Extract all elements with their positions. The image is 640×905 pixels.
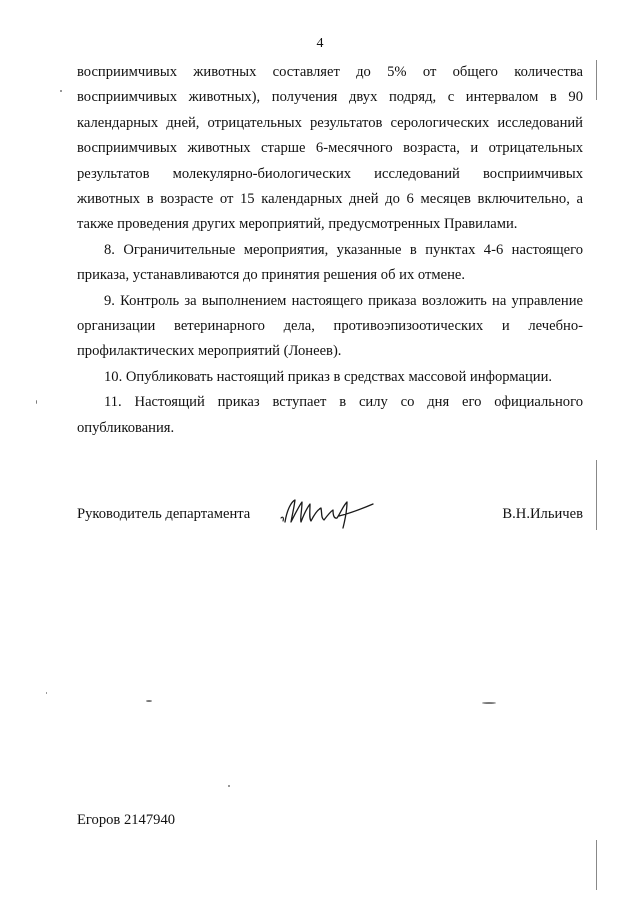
scan-speck [146, 700, 152, 702]
paragraph-item-8: 8. Ограничительные мероприятия, указанные в пунктах 4-6 настоящего приказа, устанавливаются до принятия решения об их отмене. [77, 241, 583, 284]
scan-edge-line [596, 60, 597, 100]
signature-block [77, 500, 583, 540]
signatory-title: Руководитель департамента [77, 506, 251, 522]
paragraph-continuation: восприимчивых животных составляет до 5% от общего количества восприимчивых животных), получения двух подряд, с интервалом в 90 календарных дней, отрицательных результатов серологических исследований восприимчивых животных старше 6-месячного возраста, и отрицательных результатов молекулярно-биологических исследований восприимчивых животных в возрасте от 15 календарных дней до 6 месяцев включительно, а также проведения других мероприятий, предусмотренных Правилами. [77, 64, 583, 233]
document-body [77, 60, 583, 441]
paragraph-item-10: 10. Опубликовать настоящий приказ в средствах массовой информации. [104, 368, 553, 385]
paragraph-item-11: 11. Настоящий приказ вступает в силу со дня его официального опубликования. [77, 394, 583, 436]
scan-speck [46, 692, 47, 694]
scan-edge-line [596, 840, 597, 890]
document-author: Егоров 2147940 [77, 812, 176, 828]
scan-edge-line [596, 460, 597, 530]
handwritten-signature [277, 488, 377, 534]
page-number: 4 [316, 36, 324, 51]
paragraph-item-9: 9. Контроль за выполнением настоящего приказа возложить на управление организации ветеринарного дела, противоэпизоотических и лечебно-профилактических мероприятий (Лонеев). [77, 292, 583, 360]
scan-speck [60, 90, 62, 92]
scan-speck [482, 702, 496, 704]
scan-speck [228, 785, 230, 787]
signatory-name: В.Н.Ильичев [502, 506, 583, 522]
scan-speck [36, 400, 37, 404]
